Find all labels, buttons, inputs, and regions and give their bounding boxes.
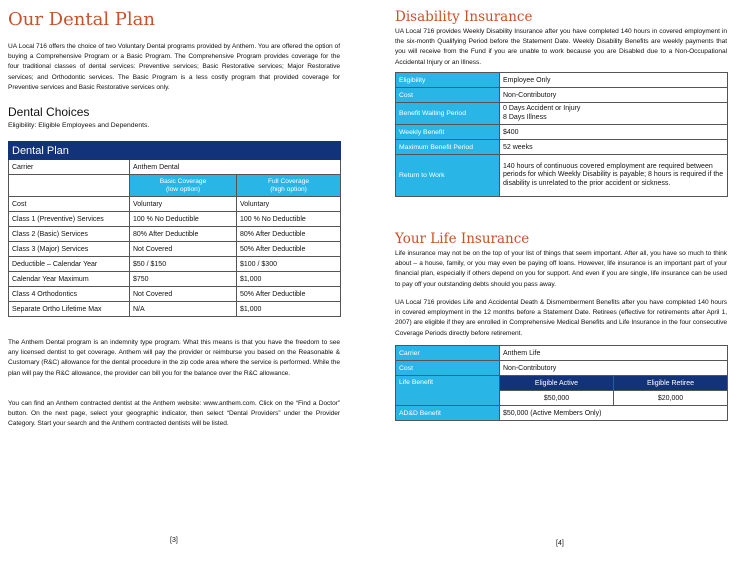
row-full: $1,000 bbox=[237, 302, 341, 317]
row-label: Weekly Benefit bbox=[396, 125, 500, 140]
disability-intro-paragraph: UA Local 716 provides Weekly Disability Insurance after you have completed 140 hours in covered employment in the six-month Qualifying Period before the Statement Date. Weekly Disability Benefits are weekly payments that you will receive from the Fund if you are unable to work because you are Disabled due to a Non-Occupational Accidental Injury or an Illness. bbox=[395, 28, 727, 66]
basic-coverage-label: Basic Coverage bbox=[159, 177, 207, 185]
life-paragraph-1: Life insurance may not be on the top of your list of things that seem important. After all, you have so much to think about – a house, family, or you may even be paying off loans. However, life insurance is an important part of your financial plan, especially if others depend on you for support. And even if you are single, life insurance can be used to pay off your outstanding debts should you pass away. bbox=[395, 250, 727, 288]
row-basic: 80% After Deductible bbox=[130, 227, 237, 242]
row-value: 0 Days Accident or Injury 8 Days Illness bbox=[500, 103, 728, 125]
row-label: Maximum Benefit Period bbox=[396, 140, 500, 155]
row-value: 140 hours of continuous covered employment are required between periods for which Weekly Disability is payable; 8 hours is required if the disability is unrelated to the prior accident or sickness. bbox=[500, 155, 728, 197]
dental-eligibility-text: Eligibility: Eligible Employees and Dependents. bbox=[8, 122, 150, 129]
eligible-retiree-value: $20,000 bbox=[614, 391, 728, 406]
table-row bbox=[9, 212, 341, 227]
full-coverage-sub: (high option) bbox=[270, 185, 307, 193]
full-coverage-header bbox=[237, 175, 341, 197]
row-basic: N/A bbox=[130, 302, 237, 317]
table-row bbox=[396, 140, 728, 155]
full-coverage-label: Full Coverage bbox=[267, 177, 310, 185]
row-value: Employee Only bbox=[500, 73, 728, 88]
table-row bbox=[396, 155, 728, 197]
row-label: Class 4 Orthodontics bbox=[9, 287, 130, 302]
dental-plan-title: Our Dental Plan bbox=[8, 9, 155, 30]
page-number: [3] bbox=[170, 537, 178, 544]
row-basic: 100 % No Deductible bbox=[130, 212, 237, 227]
basic-coverage-sub: (low option) bbox=[165, 185, 201, 193]
table-row bbox=[9, 257, 341, 272]
row-full: 50% After Deductible bbox=[237, 287, 341, 302]
add-benefit-label: AD&D Benefit bbox=[396, 406, 500, 421]
eligible-retiree-header: Eligible Retiree bbox=[614, 376, 728, 391]
life-carrier-label: Carrier bbox=[396, 346, 500, 361]
row-full: 100 % No Deductible bbox=[237, 212, 341, 227]
dental-table-title: Dental Plan bbox=[9, 142, 341, 160]
row-basic: $750 bbox=[130, 272, 237, 287]
dental-choices-heading: Dental Choices bbox=[8, 105, 90, 119]
table-row bbox=[396, 125, 728, 140]
row-full: $100 / $300 bbox=[237, 257, 341, 272]
row-full: Voluntary bbox=[237, 197, 341, 212]
table-row bbox=[9, 287, 341, 302]
right-page bbox=[370, 0, 738, 585]
table-row bbox=[9, 302, 341, 317]
row-basic: Not Covered bbox=[130, 287, 237, 302]
life-cost-value: Non-Contributory bbox=[500, 361, 728, 376]
dental-intro-paragraph: UA Local 716 offers the choice of two Voluntary Dental programs provided by Anthem. You are offered the option of buying a Comprehensive Program or a Basic Program. The Comprehensive Program provides coverage for the four traditional classes of dental services: Preventive services; Basic Restorative services; Major Restorative services; and Orthodontic services. The Basic Program is a less costly program that provided coverage for Preventive services and Basic Restorative services only. bbox=[8, 43, 340, 91]
life-benefit-label: Life Benefit bbox=[396, 376, 500, 406]
row-value: 52 weeks bbox=[500, 140, 728, 155]
row-full: 50% After Deductible bbox=[237, 242, 341, 257]
row-basic: Voluntary bbox=[130, 197, 237, 212]
indemnity-paragraph: The Anthem Dental program is an indemnity type program. What this means is that you have the freedom to see any licensed dentist to get coverage. Anthem will pay the provider or reimburse you based on the Reasonable & Customary (R&C) allowance for the dental procedure in the zip code area where the service is performed. While the plan will pay the R&C allowance, the provider can bill you for the balance over the R&C allowance. bbox=[8, 339, 340, 377]
life-insurance-table bbox=[395, 345, 728, 421]
row-label: Class 2 (Basic) Services bbox=[9, 227, 130, 242]
add-benefit-value: $50,000 (Active Members Only) bbox=[500, 406, 728, 421]
disability-table bbox=[395, 72, 728, 197]
row-label: Class 3 (Major) Services bbox=[9, 242, 130, 257]
table-row bbox=[9, 197, 341, 212]
eligible-active-header: Eligible Active bbox=[500, 376, 614, 391]
table-row bbox=[9, 242, 341, 257]
row-label: Cost bbox=[396, 88, 500, 103]
row-full: $1,000 bbox=[237, 272, 341, 287]
life-cost-label: Cost bbox=[396, 361, 500, 376]
row-basic: Not Covered bbox=[130, 242, 237, 257]
life-carrier-value: Anthem Life bbox=[500, 346, 728, 361]
disability-title: Disability Insurance bbox=[395, 9, 533, 25]
table-row bbox=[9, 227, 341, 242]
row-label: Calendar Year Maximum bbox=[9, 272, 130, 287]
row-full: 80% After Deductible bbox=[237, 227, 341, 242]
carrier-label: Carrier bbox=[9, 160, 130, 175]
life-insurance-title: Your Life Insurance bbox=[395, 231, 530, 247]
dental-plan-table bbox=[8, 141, 341, 317]
find-dentist-paragraph: You can find an Anthem contracted dentist at the Anthem website: www.anthem.com. Click on the “Find a Doctor” button. On the next page, select your geographic indicator, then select “Dental Providers” under the Provider Category. Start your search and the Anthem contracted dentists will be listed. bbox=[8, 400, 340, 428]
row-value: $400 bbox=[500, 125, 728, 140]
row-label: Separate Ortho Lifetime Max bbox=[9, 302, 130, 317]
table-row bbox=[9, 272, 341, 287]
row-label: Return to Work bbox=[396, 155, 500, 197]
row-label: Benefit Waiting Period bbox=[396, 103, 500, 125]
table-row bbox=[396, 88, 728, 103]
carrier-value: Anthem Dental bbox=[130, 160, 341, 175]
table-row bbox=[396, 73, 728, 88]
eligible-active-value: $50,000 bbox=[500, 391, 614, 406]
row-label: Deductible – Calendar Year bbox=[9, 257, 130, 272]
row-basic: $50 / $150 bbox=[130, 257, 237, 272]
coverage-header-empty bbox=[9, 175, 130, 197]
basic-coverage-header bbox=[130, 175, 237, 197]
life-paragraph-2: UA Local 716 provides Life and Accidental Death & Dismemberment Benefits after you have completed 140 hours in covered employment in the 12 months before a Statement Date. Retirees (effective for retirements after April 1, 2007) are eligible if they are enrolled in Comprehensive Medical Benefits and Life Insurance in the four consecutive Coverage Periods directly before retirement. bbox=[395, 299, 727, 337]
row-label: Class 1 (Preventive) Services bbox=[9, 212, 130, 227]
table-row bbox=[396, 103, 728, 125]
page-number: [4] bbox=[556, 540, 564, 547]
row-value: Non-Contributory bbox=[500, 88, 728, 103]
row-label: Eligibility bbox=[396, 73, 500, 88]
row-label: Cost bbox=[9, 197, 130, 212]
